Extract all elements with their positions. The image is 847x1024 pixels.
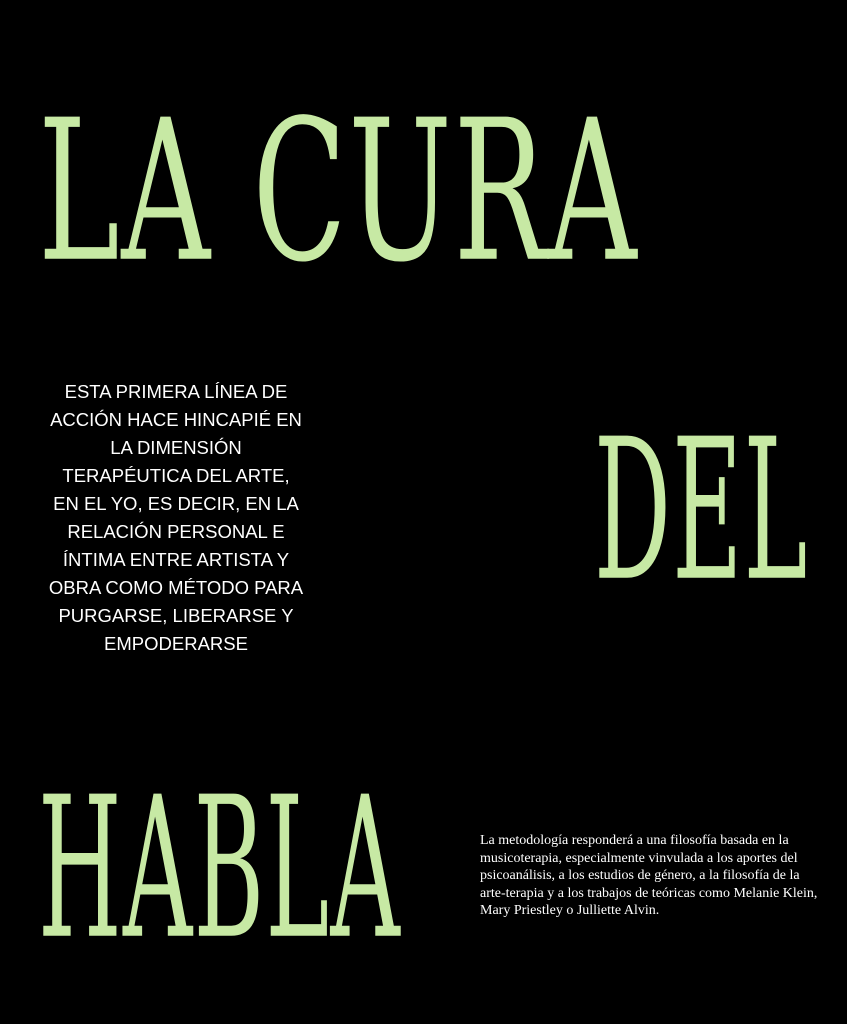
- lead-paragraph: ESTA PRIMERA LÍNEA DE ACCIÓN HACE HINCAPIÉ EN LA DIMENSIÓN TERAPÉUTICA DEL ARTE, EN EL YO, ES DECIR, EN LA RELACIÓN PERSONAL E ÍNTIMA ENTRE ARTISTA Y OBRA COMO MÉTODO PARA PURGARSE, LIBERARSE Y EMPODERARSE: [48, 381, 304, 654]
- title-line-del: DEL: [594, 398, 809, 625]
- title-line-la-cura: LA CURA: [38, 79, 639, 306]
- title-line-habla: HABLA: [38, 756, 402, 983]
- body-paragraph: La metodología responderá a una filosofía basada en la musicoterapia, especialmente vinvulada a los aportes del psicoanálisis, a los estudios de género, a la filosofía de la arte-terapia y a los trabajos de teóricas como Melanie Klein, Mary Priestley o Julliette Alvin.: [480, 833, 818, 918]
